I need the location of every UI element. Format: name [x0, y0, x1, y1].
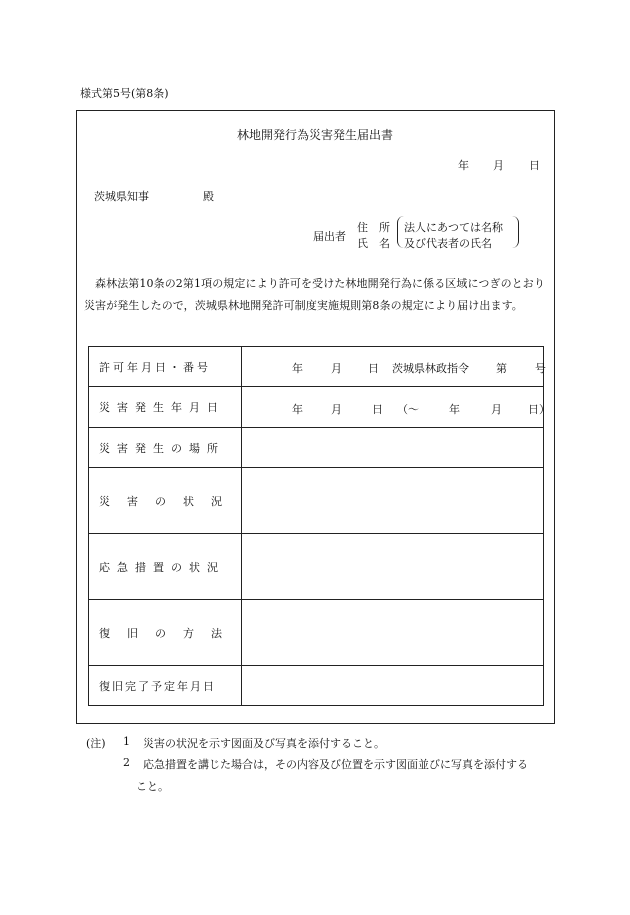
row-label-completion-date: 復旧完了予定年月日	[89, 666, 242, 706]
name-label: 氏 名	[357, 237, 390, 250]
note-1-text: 災害の状況を示す図面及び写真を添付すること。	[143, 737, 385, 750]
table-row	[89, 534, 544, 600]
note-1-number: 1	[123, 735, 130, 748]
table-row	[89, 428, 544, 468]
location-value-cell[interactable]	[242, 428, 544, 468]
permit-designation: 茨城県林政指令	[392, 361, 469, 375]
occurrence-year: 年	[292, 402, 303, 416]
note-2-number: 2	[123, 756, 130, 769]
permit-year: 年	[292, 361, 303, 375]
table-row	[89, 347, 544, 387]
completion-date-value-cell[interactable]	[242, 666, 544, 706]
permit-month: 月	[331, 361, 342, 375]
form-number: 様式第5号(第8条)	[80, 87, 169, 100]
date-year-label: 年	[458, 159, 469, 172]
detail-table	[88, 346, 550, 706]
situation-value-cell[interactable]	[242, 468, 544, 534]
address-label: 住 所	[357, 221, 390, 234]
row-label-location: 災害発生の場所	[89, 428, 242, 468]
row-label-emergency: 応急措置の状況	[89, 534, 242, 600]
row-label-permit: 許可年月日・番号	[89, 347, 242, 387]
permit-value-cell[interactable]	[242, 347, 544, 387]
form-title: 林地開発行為災害発生届出書	[236, 128, 393, 142]
permit-go: 号	[535, 361, 546, 375]
table-row	[89, 600, 544, 666]
occurrence-year2: 年	[449, 402, 460, 416]
occurrence-value-cell[interactable]	[242, 387, 550, 428]
table-row	[89, 666, 544, 706]
row-label-occurrence-date: 災害発生年月日	[89, 387, 242, 428]
occurrence-open: （～	[397, 402, 419, 416]
addressee-suffix: 殿	[203, 190, 214, 203]
occurrence-month2: 月	[491, 402, 502, 416]
emergency-value-cell[interactable]	[242, 534, 544, 600]
brace-line-2: 及び代表者の氏名	[404, 237, 492, 250]
table-row	[89, 387, 544, 428]
note-2-text-line-2: こと。	[136, 780, 169, 793]
row-label-situation: 災害の状況	[89, 468, 242, 534]
applicant-label: 届出者	[313, 230, 346, 243]
occurrence-day: 日	[372, 402, 383, 416]
body-paragraph: 森林法第10条の2第1項の規定により許可を受けた林地開発行為に係る区域につぎのとおり災害が発生したので，茨城県林地開発許可制度実施規則第8条の規定により届け出ます。	[84, 277, 545, 312]
addressee: 茨城県知事	[94, 190, 149, 203]
table-row	[89, 468, 544, 534]
permit-day: 日	[368, 361, 379, 375]
note-2-text-line-1: 応急措置を講じた場合は，その内容及び位置を示す図面並びに写真を添付する	[143, 758, 528, 771]
row-label-restoration-method: 復旧の方法	[89, 600, 242, 666]
occurrence-month: 月	[331, 402, 342, 416]
permit-dai: 第	[496, 361, 507, 375]
brace-line-1: 法人にあつては名称	[404, 221, 503, 234]
notes-prefix: (注)	[86, 737, 106, 750]
restoration-method-value-cell[interactable]	[242, 600, 544, 666]
date-day-label: 日	[529, 159, 540, 172]
date-month-label: 月	[493, 159, 504, 172]
occurrence-close: 日）	[528, 402, 550, 416]
